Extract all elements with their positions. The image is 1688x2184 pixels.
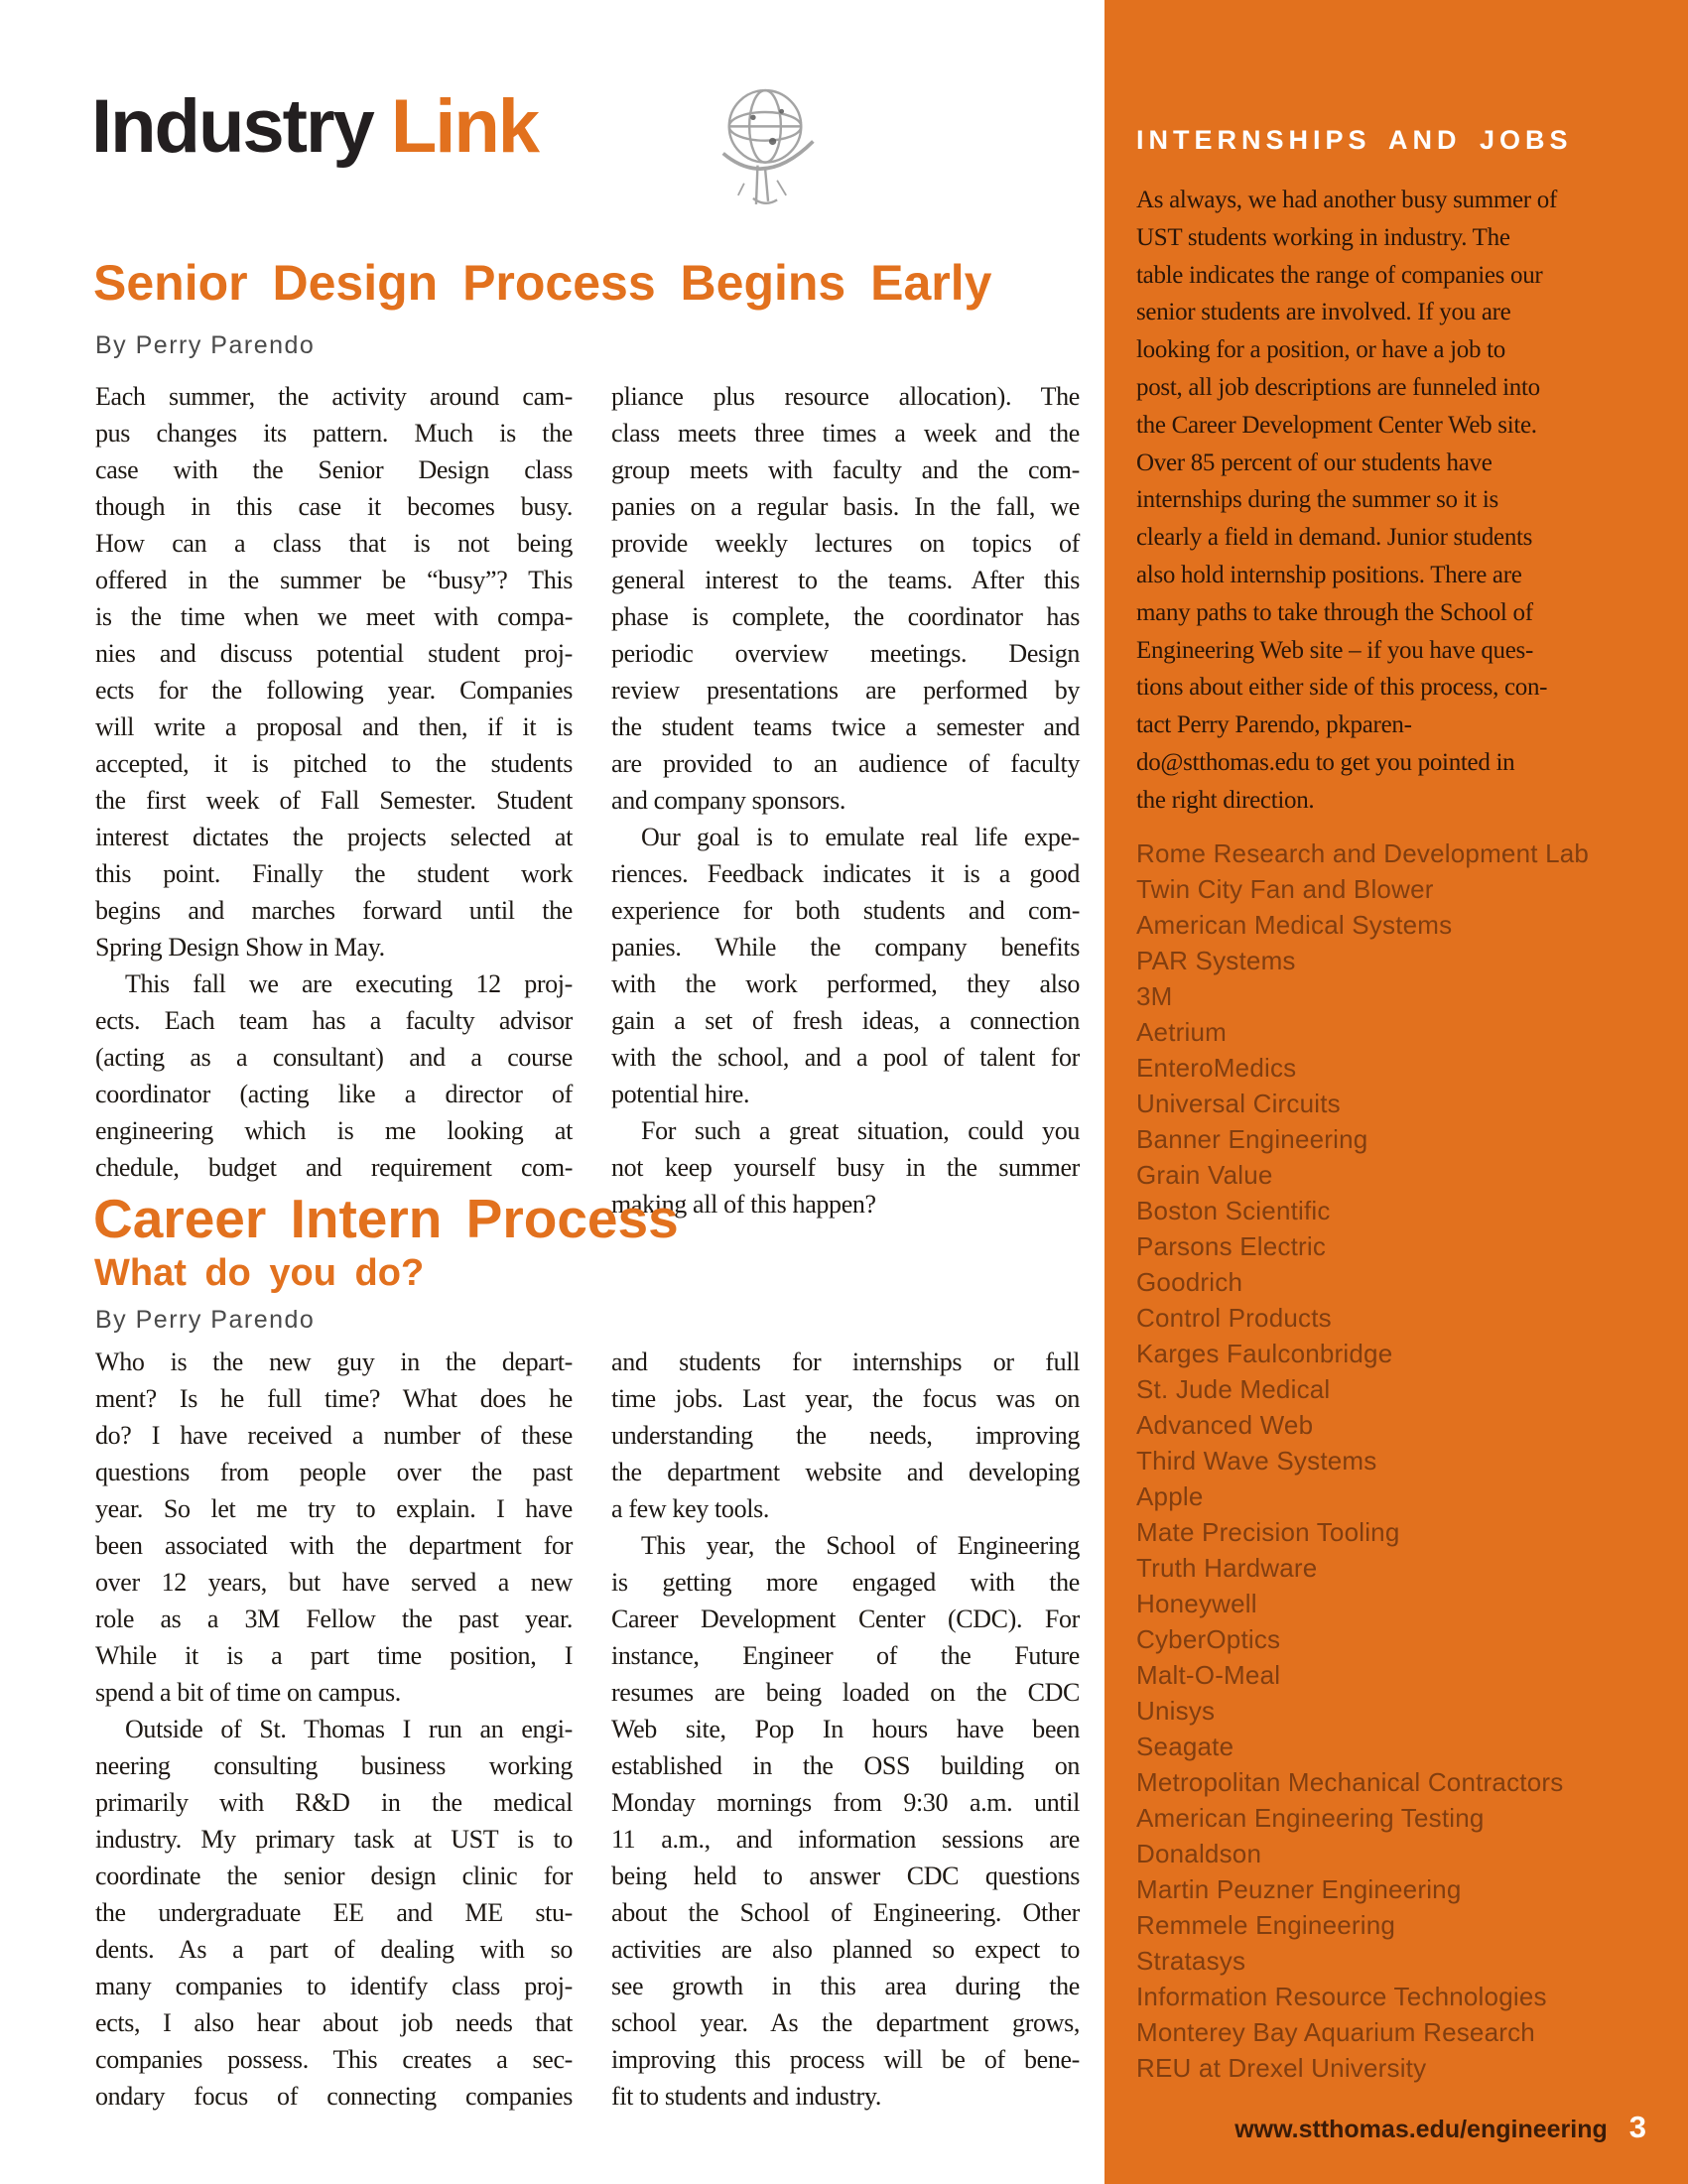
text-line: not keep yourself busy in the summer bbox=[611, 1153, 1080, 1182]
text-line: role as a 3M Fellow the past year. bbox=[95, 1605, 573, 1633]
text-line: accepted, it is pitched to the students bbox=[95, 749, 573, 778]
text-line: Our goal is to emulate real life expe- bbox=[641, 823, 1080, 851]
company-list-item: American Medical Systems bbox=[1136, 910, 1453, 940]
text-line: over 12 years, but have served a new bbox=[95, 1568, 573, 1597]
company-list-item: Unisys bbox=[1136, 1696, 1216, 1726]
sidebar-intro-line: Engineering Web site – if you have ques- bbox=[1136, 636, 1533, 664]
logo-word-link: Link bbox=[390, 84, 539, 169]
sidebar-intro-line: post, all job descriptions are funneled into bbox=[1136, 373, 1540, 401]
text-line: though in this case it becomes busy. bbox=[95, 492, 573, 521]
company-list-item: CyberOptics bbox=[1136, 1624, 1281, 1654]
company-list-item: Stratasys bbox=[1136, 1946, 1246, 1976]
text-line: panies on a regular basis. In the fall, we bbox=[611, 492, 1080, 521]
company-list-item: Metropolitan Mechanical Contractors bbox=[1136, 1767, 1564, 1797]
text-line: interest dictates the projects selected at bbox=[95, 823, 573, 851]
sidebar-intro-line: As always, we had another busy summer of bbox=[1136, 187, 1558, 213]
company-list bbox=[1136, 835, 1662, 2086]
company-list-item: Advanced Web bbox=[1136, 1410, 1314, 1440]
text-line: year. So let me try to explain. I have bbox=[95, 1494, 573, 1523]
text-line: is the time when we meet with compa- bbox=[95, 602, 573, 631]
text-line: primarily with R&D in the medical bbox=[95, 1788, 573, 1817]
text-line: case with the Senior Design class bbox=[95, 455, 573, 484]
text-line: chedule, budget and requirement com- bbox=[95, 1153, 573, 1182]
text-line: with the school, and a pool of talent for bbox=[611, 1043, 1080, 1072]
text-line: activities are also planned so expect to bbox=[611, 1935, 1080, 1964]
text-line: spend a bit of time on campus. bbox=[95, 1678, 401, 1707]
company-list-item: Donaldson bbox=[1136, 1839, 1262, 1868]
text-line: This fall we are executing 12 proj- bbox=[125, 969, 573, 998]
text-line: review presentations are performed by bbox=[611, 676, 1080, 705]
page-number: 3 bbox=[1628, 2110, 1646, 2144]
sidebar-intro-line: senior students are involved. If you are bbox=[1136, 299, 1511, 326]
text-line: resumes are being loaded on the CDC bbox=[611, 1678, 1080, 1707]
article1-column1 bbox=[95, 378, 573, 1222]
article1-title: Senior Design Process Begins Early bbox=[93, 255, 992, 311]
company-list-item: Remmele Engineering bbox=[1136, 1910, 1396, 1940]
text-line: coordinate the senior design clinic for bbox=[95, 1862, 573, 1890]
text-line: phase is complete, the coordinator has bbox=[611, 602, 1080, 631]
article1-byline: By Perry Parendo bbox=[95, 331, 316, 359]
text-line: are provided to an audience of faculty bbox=[611, 749, 1080, 778]
text-line: this point. Finally the student work bbox=[95, 859, 573, 888]
text-line: Each summer, the activity around cam- bbox=[95, 382, 573, 411]
company-list-item: Boston Scientific bbox=[1136, 1196, 1331, 1225]
text-line: This year, the School of Engineering bbox=[641, 1531, 1080, 1560]
text-line: improving this process will be of bene- bbox=[611, 2045, 1080, 2074]
sidebar-intro-line: table indicates the range of companies our bbox=[1136, 261, 1543, 289]
article2-body bbox=[95, 1344, 1080, 2115]
text-line: dents. As a part of dealing with so bbox=[95, 1935, 573, 1964]
text-line: class meets three times a week and the bbox=[611, 419, 1080, 448]
text-line: nies and discuss potential student proj- bbox=[95, 639, 573, 668]
company-list-item: Universal Circuits bbox=[1136, 1089, 1341, 1118]
text-line: group meets with faculty and the com- bbox=[611, 455, 1080, 484]
text-line: Web site, Pop In hours have been bbox=[611, 1715, 1080, 1743]
article1-column2 bbox=[611, 378, 1080, 1222]
text-line: pus changes its pattern. Much is the bbox=[95, 419, 573, 448]
text-line: ects for the following year. Companies bbox=[95, 676, 573, 705]
text-line: making all of this happen? bbox=[611, 1190, 876, 1219]
text-line: While it is a part time position, I bbox=[95, 1641, 573, 1670]
text-line: For such a great situation, could you bbox=[641, 1116, 1080, 1145]
text-line: pliance plus resource allocation). The bbox=[611, 382, 1080, 411]
text-line: ects, I also hear about job needs that bbox=[95, 2008, 573, 2037]
text-line: general interest to the teams. After this bbox=[611, 566, 1080, 594]
sidebar-intro-line: internships during the summer so it is bbox=[1136, 486, 1498, 514]
sidebar-intro-line: tact Perry Parendo, pkparen- bbox=[1136, 711, 1412, 739]
text-line: ects. Each team has a faculty advisor bbox=[95, 1006, 573, 1035]
company-list-item: Aetrium bbox=[1136, 1017, 1227, 1047]
company-list-item: Third Wave Systems bbox=[1136, 1446, 1377, 1476]
company-list-item: Rome Research and Development Lab bbox=[1136, 838, 1590, 868]
text-line: ment? Is he full time? What does he bbox=[95, 1384, 573, 1413]
company-list-item: Malt-O-Meal bbox=[1136, 1660, 1281, 1690]
text-line: Career Development Center (CDC). For bbox=[611, 1605, 1080, 1633]
text-line: about the School of Engineering. Other bbox=[611, 1898, 1080, 1927]
text-line: Outside of St. Thomas I run an engi- bbox=[125, 1715, 573, 1743]
sidebar-heading: INTERNSHIPS AND JOBS bbox=[1136, 125, 1573, 155]
internships-sidebar bbox=[1104, 0, 1688, 2184]
text-line: and company sponsors. bbox=[611, 786, 846, 815]
text-line: understanding the needs, improving bbox=[611, 1421, 1080, 1450]
sidebar-intro-line: looking for a position, or have a job to bbox=[1136, 336, 1505, 364]
company-list-item: Seagate bbox=[1136, 1732, 1234, 1761]
text-line: questions from people over the past bbox=[95, 1458, 573, 1486]
text-line: being held to answer CDC questions bbox=[611, 1862, 1080, 1890]
company-list-item: Grain Value bbox=[1136, 1160, 1273, 1190]
text-line: neering consulting business working bbox=[95, 1751, 573, 1780]
company-list-item: Mate Precision Tooling bbox=[1136, 1517, 1400, 1547]
article1-body bbox=[95, 378, 1080, 1222]
sidebar-intro-line: the Career Development Center Web site. bbox=[1136, 411, 1537, 439]
company-list-item: Honeywell bbox=[1136, 1589, 1257, 1618]
text-line: provide weekly lectures on topics of bbox=[611, 529, 1080, 558]
text-line: the department website and developing bbox=[611, 1458, 1080, 1486]
footer-url-link[interactable]: www.stthomas.edu/engineering bbox=[1234, 2116, 1608, 2143]
text-line: the student teams twice a semester and bbox=[611, 712, 1080, 741]
text-line: Spring Design Show in May. bbox=[95, 933, 385, 962]
text-line: school year. As the department grows, bbox=[611, 2008, 1080, 2037]
globe-sketch-icon bbox=[687, 75, 838, 221]
article2-byline: By Perry Parendo bbox=[95, 1306, 316, 1334]
text-line: do? I have received a number of these bbox=[95, 1421, 573, 1450]
text-line: a few key tools. bbox=[611, 1494, 770, 1523]
text-line: coordinator (acting like a director of bbox=[95, 1080, 573, 1108]
company-list-item: Karges Faulconbridge bbox=[1136, 1339, 1393, 1368]
article2-subtitle: What do you do? bbox=[94, 1252, 425, 1294]
masthead-logo bbox=[91, 83, 538, 170]
text-line: offered in the summer be “busy”? This bbox=[95, 566, 573, 594]
company-list-item: 3M bbox=[1136, 981, 1173, 1011]
company-list-item: Parsons Electric bbox=[1136, 1231, 1327, 1261]
text-line: the undergraduate EE and ME stu- bbox=[95, 1898, 573, 1927]
text-line: experience for both students and com- bbox=[611, 896, 1080, 925]
text-line: established in the OSS building on bbox=[611, 1751, 1080, 1780]
text-line: companies possess. This creates a sec- bbox=[95, 2045, 573, 2074]
sidebar-intro-line: Over 85 percent of our students have bbox=[1136, 449, 1493, 476]
article2-column2 bbox=[611, 1344, 1080, 2115]
company-list-item: Banner Engineering bbox=[1136, 1124, 1368, 1154]
company-list-item: St. Jude Medical bbox=[1136, 1374, 1331, 1404]
article2-column1 bbox=[95, 1344, 573, 2115]
text-line: How can a class that is not being bbox=[95, 529, 573, 558]
sidebar-intro-line: many paths to take through the School of bbox=[1136, 598, 1533, 626]
text-line: gain a set of fresh ideas, a connection bbox=[611, 1006, 1080, 1035]
sidebar-intro-line: tions about either side of this process, con- bbox=[1136, 674, 1548, 702]
company-list-item: Information Resource Technologies bbox=[1136, 1982, 1547, 2011]
text-line: panies. While the company benefits bbox=[611, 933, 1080, 962]
company-list-item: Martin Peuzner Engineering bbox=[1136, 1874, 1462, 1904]
text-line: 11 a.m., and information sessions are bbox=[611, 1825, 1080, 1854]
text-line: potential hire. bbox=[611, 1080, 750, 1108]
sidebar-intro-line: clearly a field in demand. Junior students bbox=[1136, 524, 1533, 552]
article2-title: Career Intern Process bbox=[93, 1188, 679, 1249]
company-list-item: American Engineering Testing bbox=[1136, 1803, 1485, 1833]
sidebar-intro bbox=[1136, 182, 1647, 820]
text-line: with the work performed, they also bbox=[611, 969, 1080, 998]
sidebar-intro-line: also hold internship positions. There are bbox=[1136, 561, 1522, 588]
text-line: the first week of Fall Semester. Student bbox=[95, 786, 573, 815]
text-line: (acting as a consultant) and a course bbox=[95, 1043, 573, 1072]
text-line: many companies to identify class proj- bbox=[95, 1972, 573, 2000]
text-line: begins and marches forward until the bbox=[95, 896, 573, 925]
company-list-item: Apple bbox=[1136, 1481, 1204, 1511]
text-line: see growth in this area during the bbox=[611, 1972, 1080, 2000]
company-list-item: PAR Systems bbox=[1136, 946, 1296, 975]
text-line: and students for internships or full bbox=[611, 1348, 1080, 1376]
text-line: time jobs. Last year, the focus was on bbox=[611, 1384, 1080, 1413]
text-line: Monday mornings from 9:30 a.m. until bbox=[611, 1788, 1080, 1817]
sidebar-intro-line: UST students working in industry. The bbox=[1136, 223, 1510, 251]
company-list-item: EnteroMedics bbox=[1136, 1053, 1297, 1083]
text-line: engineering which is me looking at bbox=[95, 1116, 573, 1145]
page-footer bbox=[1234, 2110, 1646, 2145]
sidebar-intro-line: do@stthomas.edu to get you pointed in bbox=[1136, 748, 1515, 776]
text-line: periodic overview meetings. Design bbox=[611, 639, 1080, 668]
company-list-item: Truth Hardware bbox=[1136, 1553, 1318, 1583]
company-list-item: Goodrich bbox=[1136, 1267, 1243, 1297]
text-line: riences. Feedback indicates it is a good bbox=[611, 859, 1080, 888]
text-line: is getting more engaged with the bbox=[611, 1568, 1080, 1597]
text-line: instance, Engineer of the Future bbox=[611, 1641, 1080, 1670]
company-list-item: Twin City Fan and Blower bbox=[1136, 874, 1434, 904]
text-line: fit to students and industry. bbox=[611, 2082, 881, 2111]
company-list-item: Monterey Bay Aquarium Research bbox=[1136, 2017, 1535, 2047]
text-line: been associated with the department for bbox=[95, 1531, 573, 1560]
text-line: ondary focus of connecting companies bbox=[95, 2082, 573, 2111]
company-list-item: REU at Drexel University bbox=[1136, 2053, 1427, 2083]
text-line: will write a proposal and then, if it is bbox=[95, 712, 573, 741]
logo-word-industry: Industry bbox=[91, 84, 373, 169]
sidebar-intro-line: the right direction. bbox=[1136, 786, 1315, 814]
company-list-item: Control Products bbox=[1136, 1303, 1332, 1333]
text-line: Who is the new guy in the depart- bbox=[95, 1348, 573, 1376]
text-line: industry. My primary task at UST is to bbox=[95, 1825, 573, 1854]
